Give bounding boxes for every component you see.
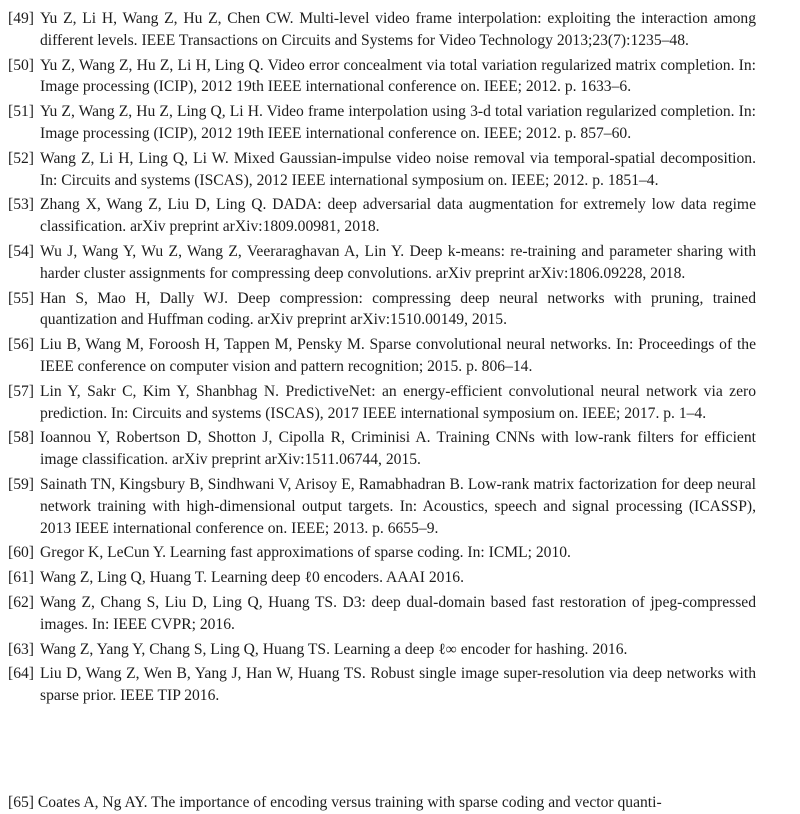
reference-text: Ioannou Y, Robertson D, Shotton J, Cipolla R, Criminisi A. Training CNNs with low-rank filters for efficient image classification. arXiv preprint arXiv:1511.06744, 2015. xyxy=(40,429,756,469)
reference-entry xyxy=(8,663,756,707)
reference-entry xyxy=(8,288,756,332)
reference-text: Lin Y, Sakr C, Kim Y, Shanbhag N. PredictiveNet: an energy-efficient convolutional neural network via zero prediction. In: Circuits and systems (ISCAS), 2017 IEEE international symposium on. IEEE; 2017. p. 1–4. xyxy=(40,382,756,422)
reference-number: [54] xyxy=(8,242,34,260)
reference-text: Liu D, Wang Z, Wen B, Yang J, Han W, Huang TS. Robust single image super-resolution via deep networks with sparse prior. IEEE TIP 2016. xyxy=(40,665,756,705)
reference-entry xyxy=(8,334,756,378)
reference-entry xyxy=(8,55,756,99)
reference-number: [60] xyxy=(8,544,34,562)
reference-number: [49] xyxy=(8,10,34,27)
reference-number: [56] xyxy=(8,336,34,354)
reference-text: Wang Z, Chang S, Liu D, Ling Q, Huang TS. D3: deep dual-domain based fast restoration of jpeg-compressed images. In: IEEE CVPR; 2016. xyxy=(40,593,756,633)
reference-entry xyxy=(8,474,756,539)
reference-entry xyxy=(8,639,756,661)
reference-number: [59] xyxy=(8,475,34,493)
reference-number: [63] xyxy=(8,640,34,658)
reference-text: Yu Z, Li H, Wang Z, Hu Z, Chen CW. Multi-level video frame interpolation: exploiting the interaction among different levels. IEEE Transactions on Circuits and Systems for Video Technology 2013;23(7):1235–48. xyxy=(40,10,756,49)
reference-text: Liu B, Wang M, Foroosh H, Tappen M, Pensky M. Sparse convolutional neural networks. In: Proceedings of the IEEE conference on computer vision and pattern recognition; 2015. p. 806–14. xyxy=(40,336,756,375)
reference-entry xyxy=(8,8,756,52)
reference-entry xyxy=(8,427,756,471)
reference-text: Wang Z, Ling Q, Huang T. Learning deep ℓ0 encoders. AAAI 2016. xyxy=(40,569,464,587)
reference-text: Sainath TN, Kingsbury B, Sindhwani V, Arisoy E, Ramabhadran B. Low-rank matrix factorization for deep neural network training with high-dimensional output targets. In: Acoustics, speech and signal processing (ICASSP), 2013 IEEE international conference on. IEEE; 2013. p. 6655–9. xyxy=(40,475,756,537)
partial-reference-line: [65] Coates A, Ng AY. The importance of encoding versus training with sparse coding and vector quanti- xyxy=(8,794,662,811)
reference-text: Gregor K, LeCun Y. Learning fast approximations of sparse coding. In: ICML; 2010. xyxy=(40,544,571,562)
reference-text: Wu J, Wang Y, Wu Z, Wang Z, Veeraraghavan A, Lin Y. Deep k-means: re-training and parameter sharing with harder cluster assignments for compressing deep convolutions. arXiv preprint arXiv:1806.09228, 2018. xyxy=(40,242,756,282)
reference-list xyxy=(8,8,756,710)
reference-text: Wang Z, Yang Y, Chang S, Ling Q, Huang TS. Learning a deep ℓ∞ encoder for hashing. 2016. xyxy=(40,640,628,658)
reference-entry xyxy=(8,101,756,145)
reference-number: [62] xyxy=(8,593,34,611)
reference-text: Han S, Mao H, Dally WJ. Deep compression: compressing deep neural networks with pruning, trained quantization and Huffman coding. arXiv preprint arXiv:1510.00149, 2015. xyxy=(40,289,756,329)
reference-number: [64] xyxy=(8,665,34,683)
reference-number: [61] xyxy=(8,569,34,587)
reference-number: [51] xyxy=(8,103,34,121)
reference-text: Yu Z, Wang Z, Hu Z, Li H, Ling Q. Video error concealment via total variation regularized matrix completion. In: Image processing (ICIP), 2012 19th IEEE international conference on. IEEE; 2012. p. 1633–6. xyxy=(40,56,756,96)
reference-number: [52] xyxy=(8,149,34,167)
reference-entry xyxy=(8,148,756,192)
reference-entry xyxy=(8,567,756,589)
reference-text: Zhang X, Wang Z, Liu D, Ling Q. DADA: deep adversarial data augmentation for extremely low data regime classification. arXiv preprint arXiv:1809.00981, 2018. xyxy=(40,196,756,236)
reference-entry xyxy=(8,241,756,285)
reference-entry xyxy=(8,592,756,636)
reference-number: [58] xyxy=(8,429,34,447)
reference-number: [53] xyxy=(8,196,34,214)
reference-number: [50] xyxy=(8,56,34,74)
reference-text: Yu Z, Wang Z, Hu Z, Ling Q, Li H. Video frame interpolation using 3-d total variation regularized completion. In: Image processing (ICIP), 2012 19th IEEE international conference on. IEEE; 2012. p. 857–60. xyxy=(40,103,756,142)
reference-entry xyxy=(8,194,756,238)
reference-number: [55] xyxy=(8,289,34,307)
reference-text: Wang Z, Li H, Ling Q, Li W. Mixed Gaussian-impulse video noise removal via temporal-spatial decomposition. In: Circuits and systems (ISCAS), 2012 IEEE international symposium on. IEEE; 2012. p. 1851–4. xyxy=(40,149,756,189)
reference-number: [57] xyxy=(8,382,34,400)
reference-entry xyxy=(8,381,756,425)
reference-entry xyxy=(8,542,756,564)
